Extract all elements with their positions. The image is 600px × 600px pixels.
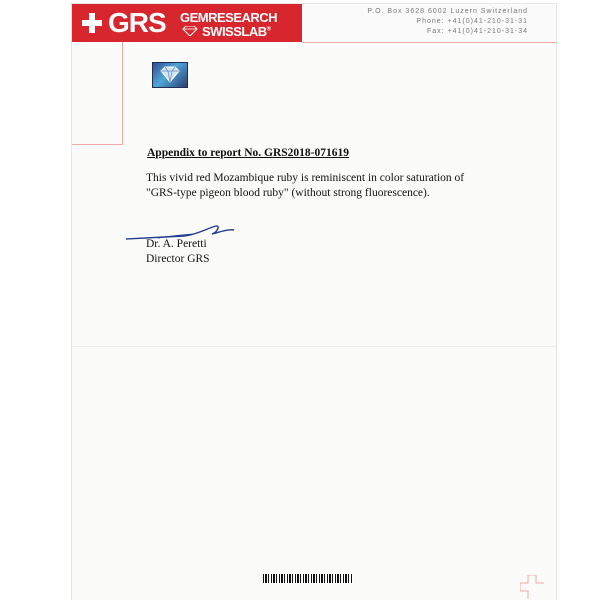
logo-brand: GRS (108, 7, 166, 38)
margin-rule (122, 42, 123, 144)
document-page (72, 4, 556, 600)
diamond-icon (159, 66, 181, 83)
signer-role: Director GRS (146, 253, 210, 265)
grs-logo (72, 4, 302, 42)
hologram-seal (152, 62, 188, 88)
report-title: Appendix to report No. GRS2018-071619 (147, 147, 350, 159)
fax-number: Fax: +41(0)41-210-31-34 (426, 28, 528, 35)
report-body: This vivid red Mozambique ruby is reminiscent in color saturation of "GRS-type pigeon blood ruby" (without strong fluorescence). (146, 172, 465, 199)
logo-name-line1: GEMRESEARCH (180, 10, 278, 25)
phone-number: Phone: +41(0)41-210-31-31 (416, 18, 528, 25)
contact-block (302, 4, 556, 42)
fold-line (72, 346, 556, 347)
postal-address: P.O. Box 3628 6002 Luzern Switzerland (367, 8, 528, 15)
cross-outline-icon (520, 575, 544, 599)
swiss-cross-icon (82, 13, 102, 33)
logo-name-line2: SWISSLAB® (202, 24, 271, 39)
letterhead (72, 4, 556, 42)
margin-rule (72, 144, 123, 145)
gem-icon (182, 26, 198, 36)
signer-block (146, 237, 210, 267)
header-rule (302, 42, 556, 43)
signer-name: Dr. A. Peretti (146, 238, 207, 250)
barcode (263, 574, 353, 583)
